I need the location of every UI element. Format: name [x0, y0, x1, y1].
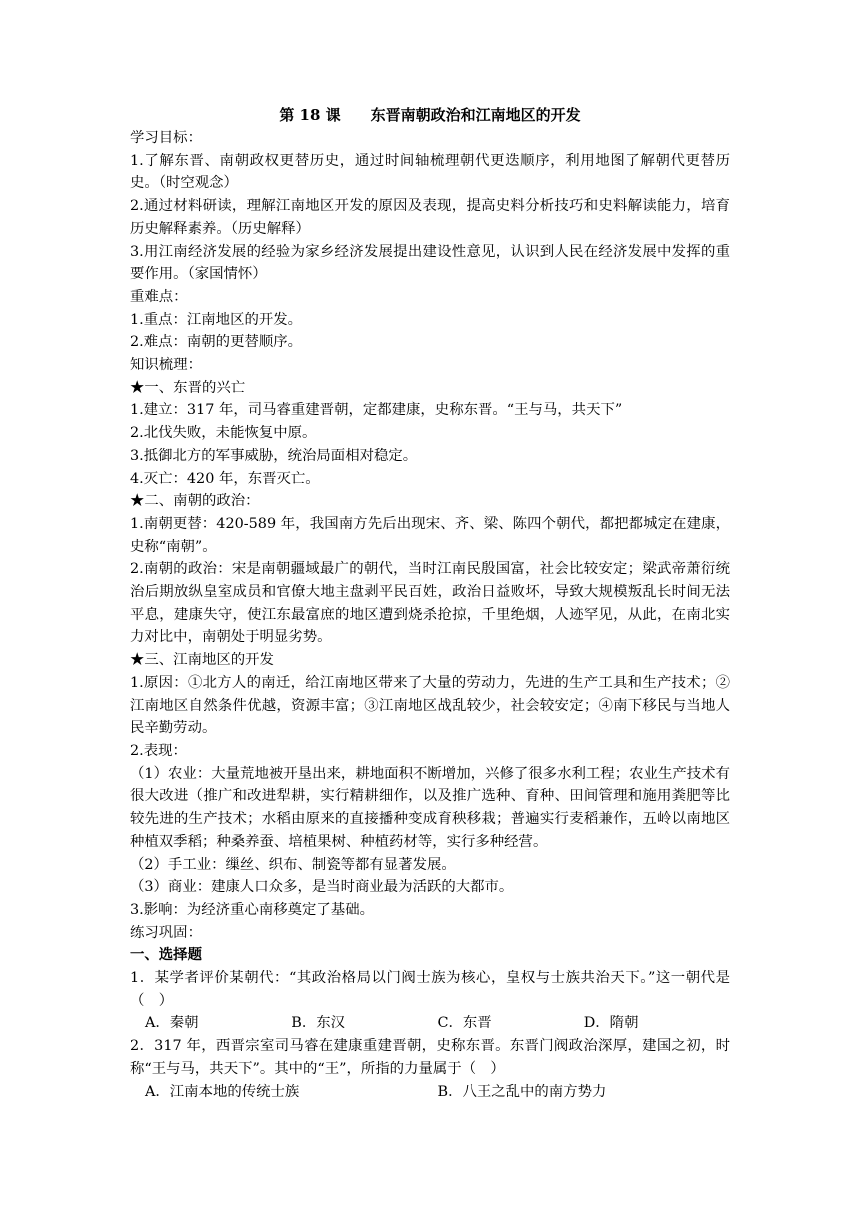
knowledge-heading: 知识梳理： — [130, 357, 202, 374]
section-item: （3）商业：建康人口众多，是当时商业最为活跃的大都市。 — [130, 879, 514, 896]
choice-heading: 一、选择题 — [130, 946, 202, 964]
section-item: 2.表现： — [130, 742, 187, 759]
section-item: 3.影响：为经济重心南移奠定了基础。 — [130, 901, 374, 918]
option-a: A．秦朝 — [145, 1015, 199, 1032]
option-d: D．隋朝 — [583, 1015, 639, 1032]
keypoint-item: 2.难点：南朝的更替顺序。 — [130, 334, 303, 351]
section-heading: ★一、东晋的兴亡 — [130, 379, 246, 396]
option-b: B．东汉 — [291, 1015, 345, 1032]
section-heading: ★二、南朝的政治： — [130, 493, 260, 510]
question-1-options — [130, 1012, 730, 1035]
section-heading: ★三、江南地区的开发 — [130, 652, 274, 669]
keypoint-item: 1.重点：江南地区的开发。 — [130, 311, 303, 328]
question-1-stem: 1．某学者评价某朝代：“其政治格局以门阀士族为核心，皇权与士族共治天下。”这一朝代是（ ） — [130, 970, 730, 1009]
question-2-options — [130, 1081, 730, 1104]
document-body — [130, 127, 730, 1103]
section-item: 2.南朝的政治：宋是南朝疆域最广的朝代，当时江南民殷国富，社会比较安定；梁武帝萧衍统治后期放纵皇室成员和官僚大地主盘剥平民百姓，政治日益败坏，导致大规模叛乱长时间无法平息，建康失守，使江东最富庶的地区遭到烧杀抢掠，千里绝烟，人迹罕见，从此，在南北实力对比中，南朝处于明显劣势。 — [130, 561, 730, 646]
lesson-title: 第 18 课 东晋南朝政治和江南地区的开发 — [279, 106, 581, 124]
section-item: 4.灭亡：420 年，东晋灭亡。 — [130, 470, 320, 487]
objective-item: 1.了解东晋、南朝政权更替历史，通过时间轴梳理朝代更迭顺序，利用地图了解朝代更替历史。（时空观念） — [130, 152, 730, 192]
keypoints-heading: 重难点： — [130, 288, 188, 305]
option-b: B．八王之乱中的南方势力 — [437, 1083, 607, 1100]
option-c: C．东晋 — [437, 1015, 492, 1032]
section-item: 3.抵御北方的军事威胁，统治局面相对稳定。 — [130, 447, 418, 464]
objective-item: 2.通过材料研读，理解江南地区开发的原因及表现，提高史料分析技巧和史料解读能力，培育历史解释素养。（历史解释） — [130, 198, 730, 237]
question-2-stem: 2．317 年，西晋宗室司马睿在建康重建晋朝，史称东晋。东晋门阀政治深厚，建国之初，时称“王与马，共天下”。其中的“王”，所指的力量属于（ ） — [130, 1038, 730, 1077]
section-item: （2）手工业：缫丝、织布、制瓷等都有显著发展。 — [130, 856, 456, 873]
objectives-heading: 学习目标： — [130, 130, 202, 146]
section-item: 1.建立：317 年，司马睿重建晋朝，定都建康，史称东晋。“王与马，共天下” — [130, 402, 623, 419]
objective-item: 3.用江南经济发展的经验为家乡经济发展提出建设性意见，认识到人民在经济发展中发挥的重要作用。（家国情怀） — [130, 243, 730, 283]
practice-heading: 练习巩固： — [130, 924, 202, 941]
section-item: 1.原因：①北方人的南迁，给江南地区带来了大量的劳动力，先进的生产工具和生产技术；②江南地区自然条件优越，资源丰富；③江南地区战乱较少，社会较安定；④南下移民与当地人民辛勤劳动。 — [130, 674, 730, 737]
section-item: 2.北伐失败，未能恢复中原。 — [130, 425, 317, 442]
option-a: A．江南本地的传统士族 — [145, 1083, 300, 1100]
section-item: 1.南朝更替：420-589 年，我国南方先后出现宋、齐、梁、陈四个朝代，都把都城定在建康，史称“南朝”。 — [130, 515, 730, 555]
section-item: （1）农业：大量荒地被开垦出来，耕地面积不断增加，兴修了很多水利工程；农业生产技术有很大改进（推广和改进犁耕，实行精耕细作，以及推广选种、育种、田间管理和施用粪肥等比较先进的生产技术；水稻由原来的直接播种变成育秧移栽；普遍实行麦稻兼作，五岭以南地区种植双季稻；种桑养蚕、培植果树、种植药材等，实行多种经营。 — [130, 765, 730, 850]
